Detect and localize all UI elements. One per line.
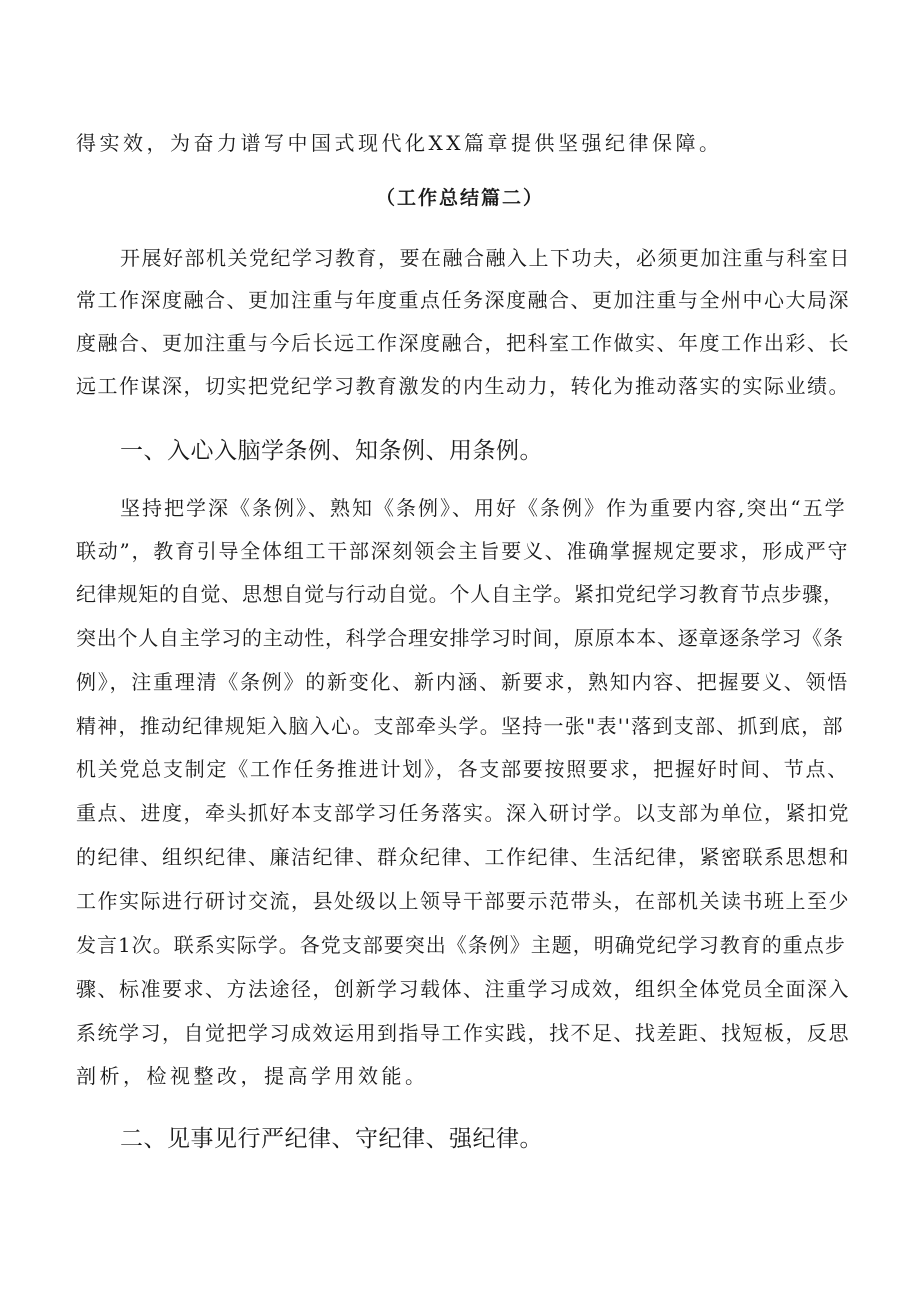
- body-line: 例》，注重理清《条例》的新变化、新内涵、新要求，熟知内容、把握要义、领悟: [76, 670, 849, 694]
- intro-line: 度融合、更加注重与今后长远工作深度融合，把科室工作做实、年度工作出彩、长: [76, 331, 850, 355]
- body-line: 精神，推动纪律规矩入脑入心。支部牵头学。坚持一张"表''落到支部、抓到底，部: [76, 714, 844, 738]
- body-line: 系统学习，自觉把学习成效运用到指导工作实践，找不足、找差距、找短板，反思: [76, 1021, 850, 1045]
- heading-2: 二、见事见行严纪律、守纪律、强纪律。: [120, 1126, 543, 1152]
- opening-line: 得实效，为奋力谱写中国式现代化XX篇章提供坚强纪律保障。: [76, 131, 723, 155]
- body-line: 机关党总支制定《工作任务推进计划》，各支部要按照要求，把握好时间、节点、: [76, 757, 849, 781]
- body-line: 的纪律、组织纪律、廉洁纪律、群众纪律、工作纪律、生活纪律，紧密联系思想和: [76, 845, 850, 869]
- section-title: （工作总结篇二）: [375, 187, 544, 209]
- heading-1: 一、入心入脑学条例、知条例、用条例。: [120, 438, 543, 464]
- body-line: 突出个人自主学习的主动性，科学合理安排学习时间，原原本本、逐章逐条学习《条: [76, 626, 844, 650]
- intro-line: 远工作谋深，切实把党纪学习教育激发的内生动力，转化为推动落实的实际业绩。: [76, 374, 850, 398]
- body-line: 工作实际进行研讨交流，县处级以上领导干部要示范带头，在部机关读书班上至少: [76, 889, 850, 913]
- body-line: 纪律规矩的自觉、思想自觉与行动自觉。个人自主学。紧扣党纪学习教育节点步骤，: [76, 582, 844, 606]
- body-line: 坚持把学深《条例》、熟知《条例》、用好《条例》作为重要内容,突出“五学: [120, 496, 847, 520]
- intro-line: 常工作深度融合、更加注重与年度重点任务深度融合、更加注重与全州中心大局深: [76, 288, 850, 312]
- body-line: 剖析，检视整改，提高学用效能。: [76, 1064, 429, 1088]
- body-line: 重点、进度，牵头抓好本支部学习任务落实。深入研讨学。以支部为单位，紧扣党: [76, 801, 850, 825]
- body-line: 发言1次。联系实际学。各党支部要突出《条例》主题，明确党纪学习教育的重点步: [76, 933, 846, 957]
- intro-line: 开展好部机关党纪学习教育，要在融合融入上下功夫，必须更加注重与科室日: [120, 246, 851, 270]
- body-line: 骤、标准要求、方法途径，创新学习载体、注重学习成效，组织全体党员全面深入: [76, 977, 850, 1001]
- body-line: 联动”，教育引导全体组工干部深刻领会主旨要义、准确掌握规定要求，形成严守: [76, 539, 850, 563]
